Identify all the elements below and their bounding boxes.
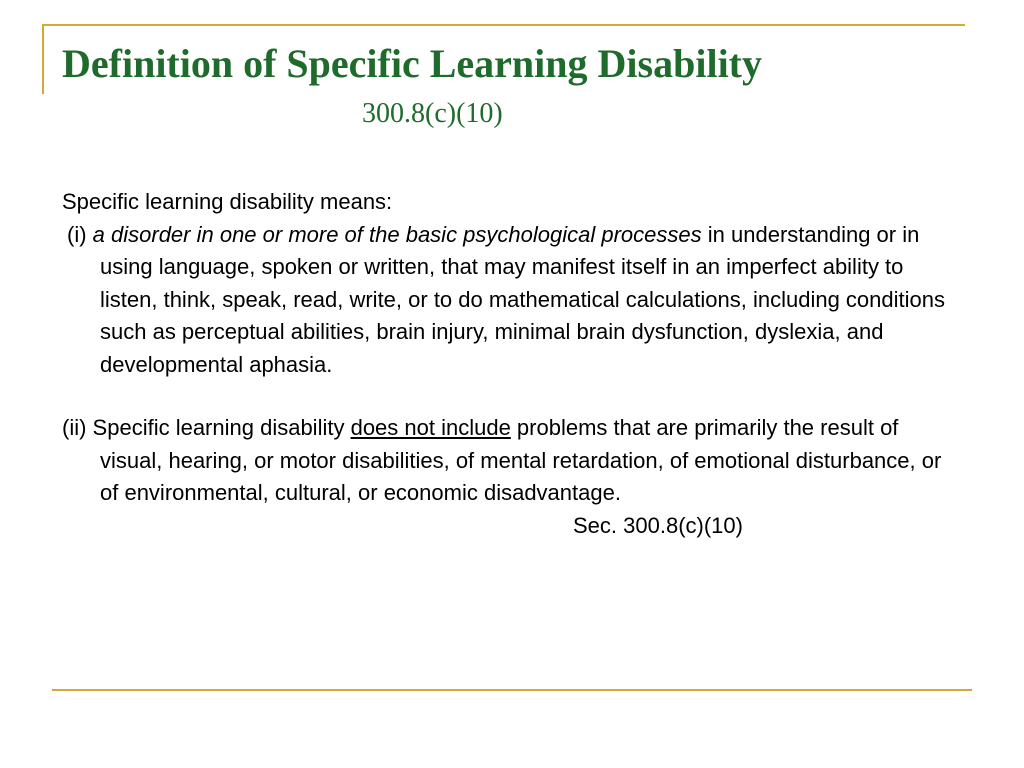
item-ii-text-before: Specific learning disability bbox=[92, 415, 351, 440]
definition-item-i bbox=[62, 219, 962, 382]
intro-text: Specific learning disability means: bbox=[62, 189, 393, 214]
item-ii-underlined: does not include bbox=[350, 415, 511, 440]
item-ii-text-after: problems that are primarily the result of visual, hearing, or motor disabilities, of mental retardation, of emotional disturbance, or of environmental, cultural, or economic disadvantage. bbox=[100, 415, 942, 505]
left-accent-line bbox=[42, 24, 44, 94]
citation: Sec. 300.8(c)(10) bbox=[573, 512, 743, 538]
slide-body bbox=[62, 186, 962, 542]
top-divider-line bbox=[42, 24, 965, 26]
item-i-emphasis: a disorder in one or more of the basic psychological processes bbox=[92, 221, 702, 247]
paragraph-spacer bbox=[62, 381, 962, 412]
slide-subtitle: 300.8(c)(10) bbox=[362, 98, 503, 129]
item-ii-label: (ii) bbox=[62, 415, 93, 440]
item-i-label: (i) bbox=[67, 221, 93, 247]
definition-item-ii bbox=[62, 412, 962, 510]
item-i-text: in understanding or in using language, spoken or written, that may manifest itself in an imperfect ability to listen, think, speak, read, write, or to do mathematical calculations, including conditions such as perceptual abilities, brain injury, minimal brain dysfunction, dyslexia, and developmental aphasia. bbox=[100, 221, 945, 377]
bottom-divider-line bbox=[52, 689, 972, 691]
slide-title: Definition of Specific Learning Disability bbox=[62, 41, 762, 86]
